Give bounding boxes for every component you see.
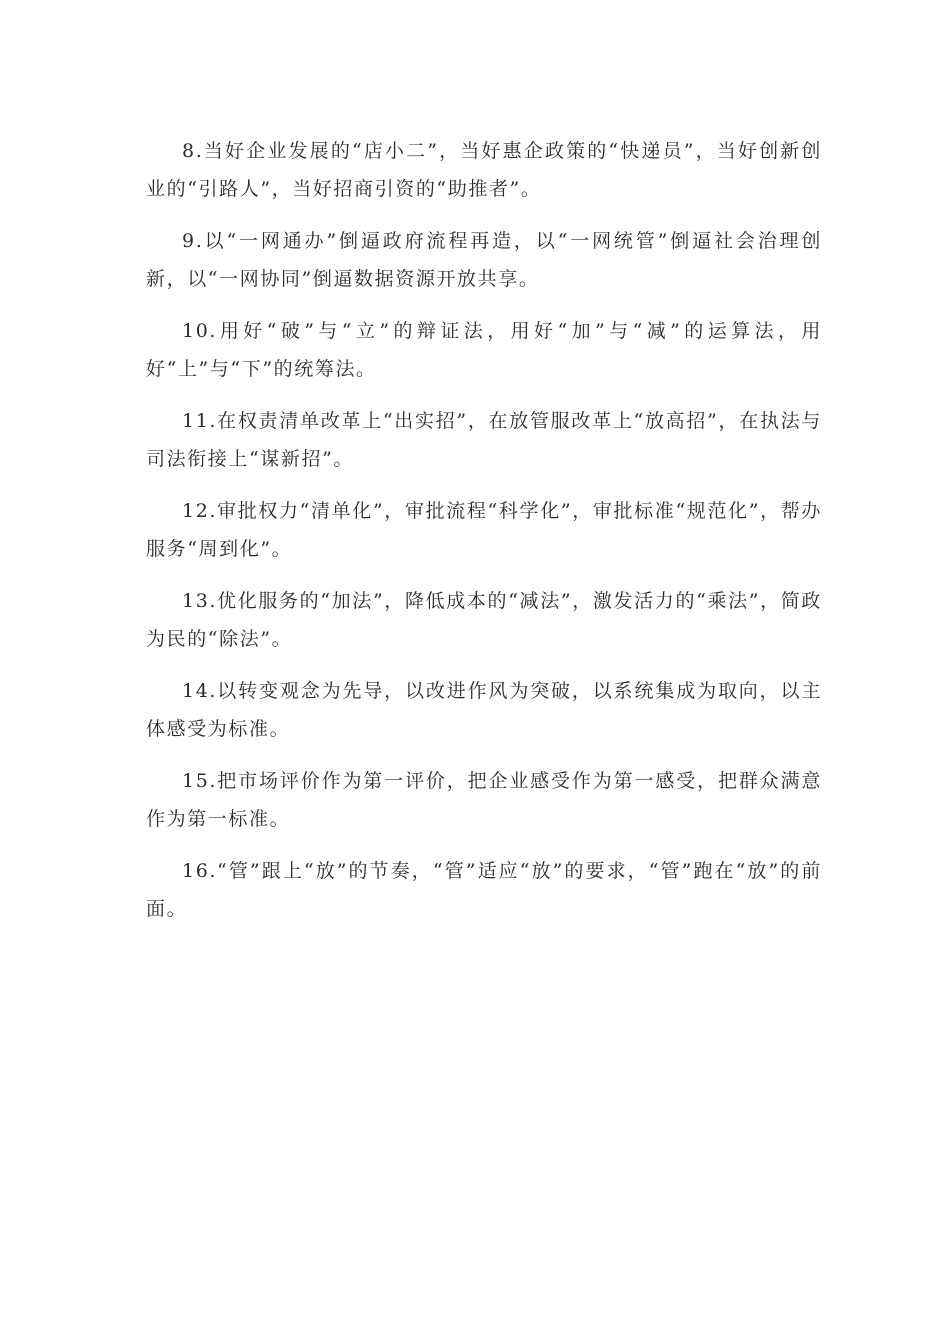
- paragraph-item-15: 15.把市场评价作为第一评价，把企业感受作为第一感受，把群众满意作为第一标准。: [146, 770, 822, 830]
- paragraph-item-11: 11.在权责清单改革上“出实招”，在放管服改革上“放高招”，在执法与司法衔接上“谋新招”。: [146, 410, 822, 470]
- paragraph-item-9: 9.以“一网通办”倒逼政府流程再造，以“一网统管”倒逼社会治理创新，以“一网协同”倒逼数据资源开放共享。: [146, 230, 822, 290]
- paragraph-item-13: 13.优化服务的“加法”，降低成本的“减法”，激发活力的“乘法”，简政为民的“除法”。: [146, 590, 822, 650]
- paragraph-item-10: 10.用好“破”与“立”的辩证法，用好“加”与“减”的运算法，用好“上”与“下”的统筹法。: [146, 320, 822, 380]
- paragraph-item-8: 8.当好企业发展的“店小二”，当好惠企政策的“快递员”，当好创新创业的“引路人”，当好招商引资的“助推者”。: [146, 140, 822, 200]
- paragraph-item-12: 12.审批权力“清单化”，审批流程“科学化”，审批标准“规范化”，帮办服务“周到化”。: [146, 500, 822, 560]
- paragraph-item-14: 14.以转变观念为先导，以改进作风为突破，以系统集成为取向，以主体感受为标准。: [146, 680, 822, 740]
- document-body: [146, 132, 822, 942]
- paragraph-item-16: 16.“管”跟上“放”的节奏，“管”适应“放”的要求，“管”跑在“放”的前面。: [146, 860, 822, 920]
